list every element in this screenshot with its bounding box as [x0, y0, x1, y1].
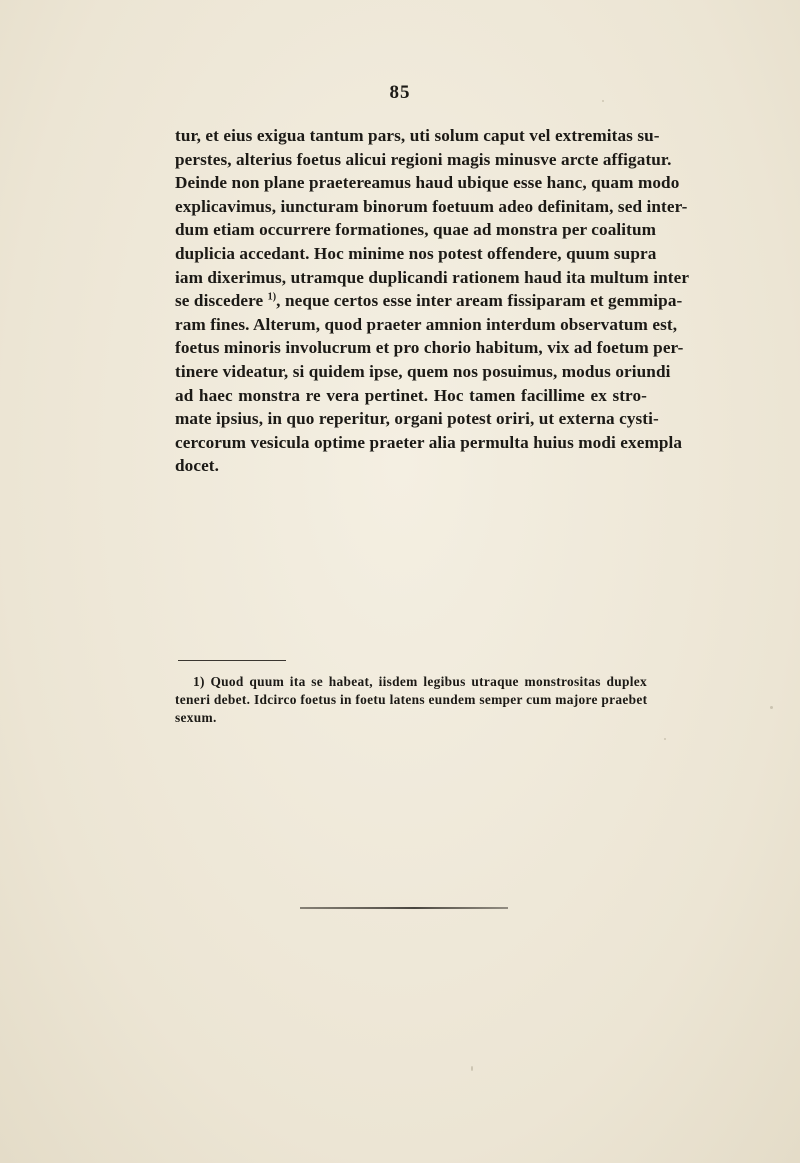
- footnote-separator: [178, 660, 286, 661]
- footnote: [175, 673, 647, 727]
- text-line: foetus minoris involucrum et pro chorio habitum, vix ad foetum per-: [175, 338, 684, 358]
- paper-speck: [602, 100, 604, 102]
- text-fragment: se discedere: [175, 291, 264, 311]
- main-paragraph: [175, 124, 690, 478]
- decorative-rule: [300, 907, 508, 909]
- text-line-with-footnote-ref: [175, 289, 683, 313]
- text-line: dum etiam occurrere formationes, quae ad monstra per coalitum: [175, 220, 657, 240]
- text-line: iam dixerimus, utramque duplicandi rationem haud ita multum inter: [175, 267, 690, 287]
- paper-speck: [471, 1066, 473, 1071]
- paper-speck: [664, 738, 666, 740]
- text-line: Deinde non plane praetereamus haud ubique esse hanc, quam modo: [175, 173, 680, 193]
- footnote-line: 1) Quod quum ita se habeat, iisdem legibus utraque monstrositas duplex: [193, 674, 647, 689]
- page-number: 85: [389, 82, 411, 103]
- text-fragment: , neque certos esse inter aream fissiparam et gemmipa-: [276, 291, 683, 311]
- text-line: cercorum vesicula optime praeter alia permulta huius modi exempla: [175, 432, 683, 452]
- text-line: ram fines. Alterum, quod praeter amnion interdum observatum est,: [175, 314, 678, 334]
- text-line: duplicia accedant. Hoc minime nos potest offendere, quum supra: [175, 243, 657, 263]
- text-line: tinere videatur, si quidem ipse, quem nos posuimus, modus oriundi: [175, 361, 671, 381]
- text-line: explicavimus, iuncturam binorum foetuum adeo definitam, sed inter-: [175, 196, 688, 216]
- text-line: docet.: [175, 456, 220, 476]
- text-line: tur, et eius exigua tantum pars, uti solum caput vel extremitas su-: [175, 126, 660, 145]
- paper-speck: [770, 706, 773, 709]
- text-line: mate ipsius, in quo reperitur, organi potest oriri, ut externa cysti-: [175, 409, 659, 429]
- text-line: perstes, alterius foetus alicui regioni magis minusve arcte affigatur.: [175, 149, 672, 169]
- footnote-line: sexum.: [175, 710, 217, 725]
- footnote-line: teneri debet. Idcirco foetus in foetu latens eundem semper cum majore praebet: [175, 692, 648, 707]
- footnote-reference: 1): [267, 291, 277, 303]
- text-line: ad haec monstra re vera pertinet. Hoc tamen facillime ex stro-: [175, 385, 647, 405]
